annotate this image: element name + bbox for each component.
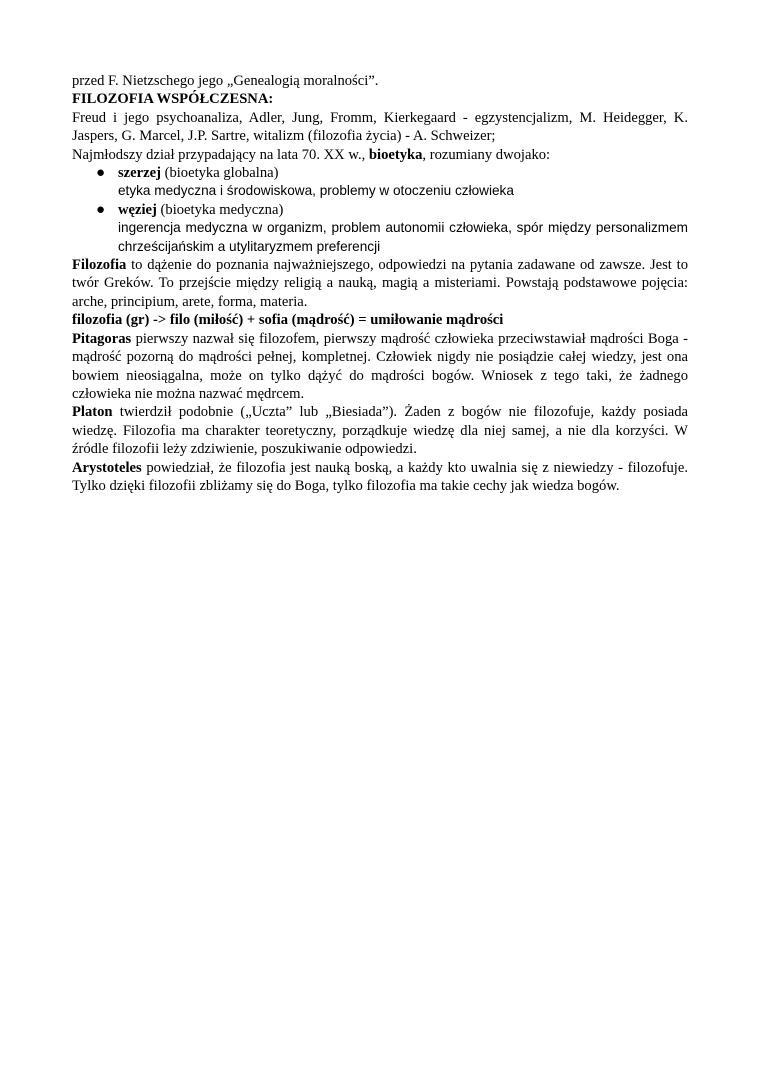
bullet-icon: ●	[96, 165, 106, 182]
pitagoras-term: Pitagoras	[72, 330, 132, 347]
list-item-term: węziej	[118, 201, 157, 218]
filozofia-term: Filozofia	[72, 257, 127, 274]
etymology-line: filozofia (gr) -> filo (miłość) + sofia (mądrość) = umiłowanie mądrości	[72, 312, 504, 329]
pitagoras-text: pierwszy nazwał się filozofem, pierwszy mądrość człowieka przeciwstawiał mądrości Boga - mądrość pozorną do mądrości pełnej, kompletnej. Człowiek nigdy nie posiądzie całej wiedzy, jest ona bowiem nieosiągalna, może on tylko dążyć do mądrości bogów. Wniosek z tego taki, że żadnego człowieka nie można nazwać mędrcem.	[72, 330, 688, 402]
platon-term: Platon	[72, 404, 113, 421]
freud-paragraph: Freud i jego psychoanaliza, Adler, Jung, Fromm, Kierkegaard - egzystencjalizm, M. Heidegger, K. Jaspers, G. Marcel, J.P. Sartre, witalizm (filozofia życia) - A. Schweizer;	[72, 109, 688, 145]
bioethics-term: bioetyka	[368, 146, 423, 163]
bioethics-paragraph	[72, 146, 688, 164]
bioethics-intro: Najmłodszy dział przypadający na lata 70. XX w.,	[72, 146, 369, 163]
arystoteles-paragraph	[72, 459, 688, 496]
arystoteles-term: Arystoteles	[72, 459, 142, 476]
document-page	[72, 72, 688, 495]
section-heading: FILOZOFIA WSPÓŁCZESNA:	[72, 91, 274, 108]
bullet-icon: ●	[96, 201, 106, 218]
list-item-qualifier: (bioetyka globalna)	[160, 165, 279, 182]
bioethics-list	[72, 164, 688, 182]
list-item	[72, 164, 688, 182]
bioethics-outro: , rozumiany dwojako:	[422, 146, 551, 163]
list-item-description: etyka medyczna i środowiskowa, problemy w otoczeniu człowieka	[118, 183, 514, 199]
platon-paragraph	[72, 403, 688, 458]
arystoteles-text: powiedział, że filozofia jest nauką boską, a każdy kto uwalnia się z niewiedzy - filozofuje. Tylko dzięki filozofii zbliżamy się do Boga, tylko filozofia ma takie cechy jak wiedza bogów.	[72, 459, 688, 494]
list-item-term: szerzej	[118, 165, 161, 182]
bioethics-list-2	[72, 201, 688, 219]
platon-text: twierdził podobnie („Uczta” lub „Biesiada”). Żaden z bogów nie filozofuje, każdy posiada wiedzę. Filozofia ma charakter teoretyczny, porządkuje wiedzę dla niej samej, a nie dla korzyści. W źródle filozofii leży zdziwienie, poszukiwanie odpowiedzi.	[72, 404, 688, 458]
filozofia-paragraph	[72, 256, 688, 311]
pitagoras-paragraph	[72, 330, 688, 404]
list-item-qualifier: (bioetyka medyczna)	[156, 201, 284, 218]
list-item	[72, 201, 688, 219]
intro-line: przed F. Nietzschego jego „Genealogią moralności”.	[72, 73, 379, 89]
list-item-description: ingerencja medyczna w organizm, problem autonomii człowieka, spór między personalizmem chrześcijańskim a utylitaryzmem preferencji	[118, 220, 688, 254]
filozofia-text: to dążenie do poznania najważniejszego, odpowiedzi na pytania zadawane od zawsze. Jest to twór Greków. To przejście między religią a nauką, magią a misteriami. Powstają podstawowe pojęcia: arche, principium, arete, forma, materia.	[72, 257, 688, 310]
